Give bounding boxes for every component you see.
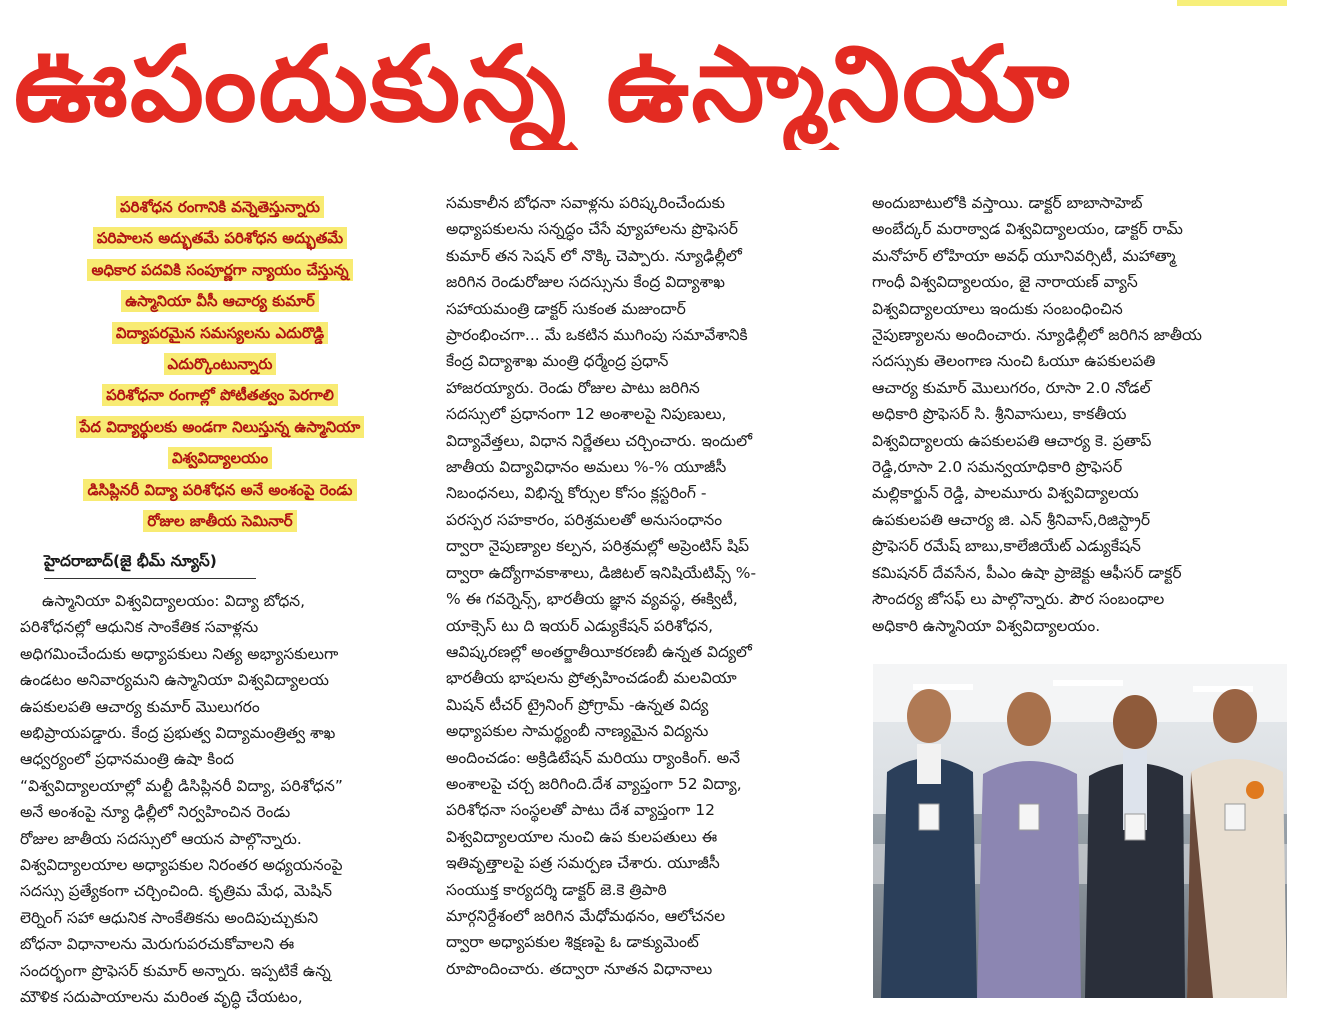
article-line: నిబంధనలు, విభిన్న కోర్సుల కోసం క్లస్టరింగ్ - bbox=[446, 484, 707, 503]
article-line: హాజరయ్యారు. రెండు రోజుల పాటు జరిగిన bbox=[446, 378, 700, 397]
article-line: అధ్యాపకులను సన్నద్ధం చేసే వ్యూహాలను ప్రొఫెసర్ bbox=[446, 220, 738, 239]
event-photo bbox=[873, 664, 1287, 998]
article-line: అధ్యాపకుల సామర్థ్యంబీ నాణ్యమైన విద్యను bbox=[446, 722, 709, 741]
article-line: మార్గనిర్దేశంలో జరిగిన మేధోమథనం, ఆలోచనల bbox=[446, 906, 726, 925]
highlight-line: పరిశోధన రంగానికి వన్నెతెస్తున్నారు bbox=[30, 192, 410, 223]
article-line: సదస్సుకు తెలంగాణ నుంచి ఓయూ ఉపకులపతి bbox=[872, 352, 1156, 371]
article-line: గాంధీ విశ్వవిద్యాలయం, జై నారాయణ్ వ్యాస్ bbox=[872, 273, 1138, 292]
article-line: లెర్నింగ్ సహా ఆధునిక సాంకేతికను అందిపుచ్చుకుని bbox=[20, 908, 319, 927]
article-line: పరిశోధనా సంస్థలతో పాటు దేశ వ్యాప్తంగా 12 bbox=[446, 801, 715, 820]
article-line: జాతీయ విద్యావిధానం అమలు %-% యూజీసీ bbox=[446, 458, 727, 477]
article-line: సదస్సు ప్రత్యేకంగా చర్చించింది. కృత్రిమ మేధ, మెషిన్ bbox=[20, 882, 333, 901]
article-line: అభిప్రాయపడ్డారు. కేంద్ర ప్రభుత్వ విద్యామంత్రిత్వ శాఖ bbox=[20, 724, 336, 743]
article-line: భారతీయ భాషలను ప్రోత్సహించడంబీ మలవియా bbox=[446, 669, 737, 688]
article-line: ఉండటం అనివార్యమని ఉస్మానియా విశ్వవిద్యాలయ bbox=[20, 671, 329, 690]
article-line: సంయుక్త కార్యదర్శి డాక్టర్ జె.కె త్రిపాఠి bbox=[446, 880, 667, 899]
highlight-line: విశ్వవిద్యాలయం bbox=[30, 443, 410, 474]
article-line: మనోహర్ లోహియా అవధ్ యూనివర్సిటీ, మహాత్మా bbox=[872, 246, 1176, 265]
article-line: సౌందర్య జోసఫ్ లు పాల్గొన్నారు. పౌర సంబంధాల bbox=[872, 590, 1165, 609]
highlight-line: పరిపాలన అద్భుతమే పరిశోధన అద్భుతమే bbox=[30, 223, 410, 254]
article-line: ఆధ్వర్యంలో ప్రధానమంత్రి ఉషా కింద bbox=[20, 750, 235, 769]
article-line: విశ్వవిద్యాలయాలు ఇందుకు సంబంధించిన bbox=[872, 299, 1123, 318]
article-line: పరిశోధనల్లో ఆధునిక సాంకేతిక సవాళ్లను bbox=[20, 618, 259, 637]
highlight-line: పేద విద్యార్థులకు అండగా నిలుస్తున్న ఉస్మానియా bbox=[30, 412, 410, 443]
article-line: జరిగిన రెండురోజుల సదస్సును కేంద్ర విద్యాశాఖ bbox=[446, 273, 725, 292]
article-line: రూపొందించారు. తద్వారా నూతన విధానాలు bbox=[446, 959, 713, 978]
article-line: అందుబాటులోకి వస్తాయి. డాక్టర్ బాబాసాహెబ్ bbox=[872, 194, 1143, 212]
article-line: విశ్వవిద్యాలయ ఉపకులపతి ఆచార్య కె. ప్రతాప్ bbox=[872, 431, 1152, 450]
article-column-1 bbox=[20, 588, 428, 1028]
article-column-2 bbox=[446, 190, 848, 1002]
article-line: కేంద్ర విద్యాశాఖ మంత్రి ధర్మేంద్ర ప్రధాన్ bbox=[446, 352, 669, 371]
article-line: కమిషనర్ దేవసేన, పీఎం ఉషా ప్రాజెక్టు ఆఫీసర్ డాక్టర్ bbox=[872, 563, 1182, 582]
article-line: కుమార్ తన సెషన్ లో నొక్కి చెప్పారు. న్యూఢిల్లీలో bbox=[446, 246, 742, 265]
article-line: ఉపకులపతి ఆచార్య జి. ఎన్ శ్రీనివాస్,రిజిస్ట్రార్ bbox=[872, 510, 1151, 529]
article-line: విశ్వవిద్యాలయాల నుంచి ఉప కులపతులు ఈ bbox=[446, 827, 718, 846]
article-line: ద్వారా అధ్యాపకుల శిక్షణపై ఓ డాక్యుమెంట్ bbox=[446, 933, 699, 952]
article-line: ఇతివృత్తాలపై పత్ర సమర్పణ చేశారు. యూజీసీ bbox=[446, 854, 720, 873]
article-line: సదస్సులో ప్రధానంగా 12 అంశాలపై నిపుణులు, bbox=[446, 405, 727, 424]
article-line: అంబేద్కర్ మరాఠ్వాడ విశ్వవిద్యాలయం, డాక్టర్ రామ్ bbox=[872, 220, 1183, 239]
article-line: అధిగమించేందుకు అధ్యాపకులు నిత్య అభ్యాసకులుగా bbox=[20, 644, 339, 663]
article-line: ఆవిష్కరణల్లో అంతర్జాతీయీకరణబీ ఉన్నత విద్యలో bbox=[446, 642, 752, 661]
article-line: అధికారి ఉస్మానియా విశ్వవిద్యాలయం. bbox=[872, 616, 1101, 635]
highlight-line: ఎదుర్కొంటున్నారు bbox=[30, 349, 410, 380]
article-line: ప్రొఫెసర్ రమేష్ బాబు,కాలేజియేట్ ఎడ్యుకేషన్ bbox=[872, 537, 1141, 556]
article-line: సహాయమంత్రి డాక్టర్ సుకంత మజుందార్ bbox=[446, 299, 686, 318]
article-line: అంశాలపై చర్చ జరిగింది.దేశ వ్యాప్తంగా 52 విద్యా, bbox=[446, 774, 742, 793]
group-photo-illustration bbox=[873, 664, 1287, 998]
article-column-3 bbox=[872, 190, 1290, 652]
article-line: % ఈ గవర్నెన్స్, భారతీయ జ్ఞాన వ్యవస్థ, ఈక్విటీ, bbox=[446, 590, 738, 609]
article-line: మిషన్ టీచర్ ట్రైనింగ్ ప్రోగ్రామ్ -ఉన్నత విద్య bbox=[446, 695, 709, 714]
article-line: పరస్పర సహకారం, పరిశ్రమలతో అనుసంధానం bbox=[446, 510, 723, 529]
article-line: అధికారి ప్రొఫెసర్ సి. శ్రీనివాసులు, కాకతీయ bbox=[872, 405, 1127, 424]
dateline: హైదరాబాద్(జై భీమ్ న్యూస్) bbox=[44, 546, 256, 579]
article-line: ఆచార్య కుమార్ మొలుగరం, రూసా 2.0 నోడల్ bbox=[872, 378, 1151, 397]
article-line: ద్వారా నైపుణ్యాల కల్పన, పరిశ్రమల్లో అప్రెంటిస్ షిప్ bbox=[446, 537, 750, 556]
highlights-box bbox=[30, 192, 410, 537]
highlight-line: ఉస్మానియా వీసీ ఆచార్య కుమార్ bbox=[30, 286, 410, 317]
article-line: సమకాలీన బోధనా సవాళ్లను పరిష్కరించేందుకు bbox=[446, 194, 726, 212]
article-line: విద్యావేత్తలు, విధాన నిర్ణేతలు చర్చించారు. ఇందులో bbox=[446, 431, 753, 450]
highlight-line: విద్యాపరమైన సమస్యలను ఎదురొడ్డి bbox=[30, 318, 410, 349]
article-line: నైపుణ్యాలను అందించారు. న్యూఢిల్లీలో జరిగిన జాతీయ bbox=[872, 326, 1202, 345]
article-line: “విశ్వవిద్యాలయాల్లో మల్టీ డిసిప్లినరీ విద్యా, పరిశోధన” bbox=[20, 776, 343, 795]
article-line: మల్లికార్జున్ రెడ్డి, పాలమూరు విశ్వవిద్యాలయ bbox=[872, 484, 1139, 503]
article-line: మౌళిక సదుపాయాలను మరింత వృద్ధి చేయటం, bbox=[20, 988, 303, 1007]
highlight-line: డిసిప్లినరీ విద్యా పరిశోధన అనే అంశంపై రెండు bbox=[30, 475, 410, 506]
article-line: అందించడం: అక్రిడిటేషన్ మరియు ర్యాంకింగ్. అనే bbox=[446, 748, 740, 767]
corner-tab bbox=[1177, 0, 1287, 6]
article-line: ప్రారంభించగా... మే ఒకటిన ముగింపు సమావేశానికి bbox=[446, 326, 748, 345]
highlight-line: రోజుల జాతీయ సెమినార్ bbox=[30, 506, 410, 537]
article-line: సందర్భంగా ప్రొఫెసర్ కుమార్ అన్నారు. ఇప్పటికే ఉన్న bbox=[20, 961, 331, 980]
highlight-line: పరిశోధనా రంగాల్లో పోటీతత్వం పెరగాలి bbox=[30, 380, 410, 411]
article-line: బోధనా విధానాలను మెరుగుపరచుకోవాలని ఈ bbox=[20, 935, 295, 954]
article-line: రోజుల జాతీయ సదస్సులో ఆయన పాల్గొన్నారు. bbox=[20, 829, 302, 848]
article-line: ఉస్మానియా విశ్వవిద్యాలయం: విద్యా బోధన, bbox=[42, 592, 306, 610]
article-line: విశ్వవిద్యాలయాల అధ్యాపకుల నిరంతర అధ్యయనంపై bbox=[20, 856, 343, 875]
headline: ఊపందుకున్న ఉస్మానియా bbox=[14, 23, 1072, 145]
article-line: ఉపకులపతి ఆచార్య కుమార్ మొలుగరం bbox=[20, 697, 260, 716]
article-line: రెడ్డి,రూసా 2.0 సమన్వయాధికారి ప్రొఫెసర్ bbox=[872, 458, 1123, 477]
article-line: అనే అంశంపై న్యూ ఢిల్లీలో నిర్వహించిన రెండు bbox=[20, 803, 291, 822]
highlight-line: అధికార పదవికి సంపూర్ణగా న్యాయం చేస్తున్న bbox=[30, 255, 410, 286]
article-line: ద్వారా ఉద్యోగావకాశాలు, డిజిటల్ ఇనిషియేటివ్స్ %- bbox=[446, 563, 757, 582]
article-line: యాక్సెస్ టు ది ఇయర్ ఎడ్యుకేషన్ పరిశోధన, bbox=[446, 616, 714, 635]
